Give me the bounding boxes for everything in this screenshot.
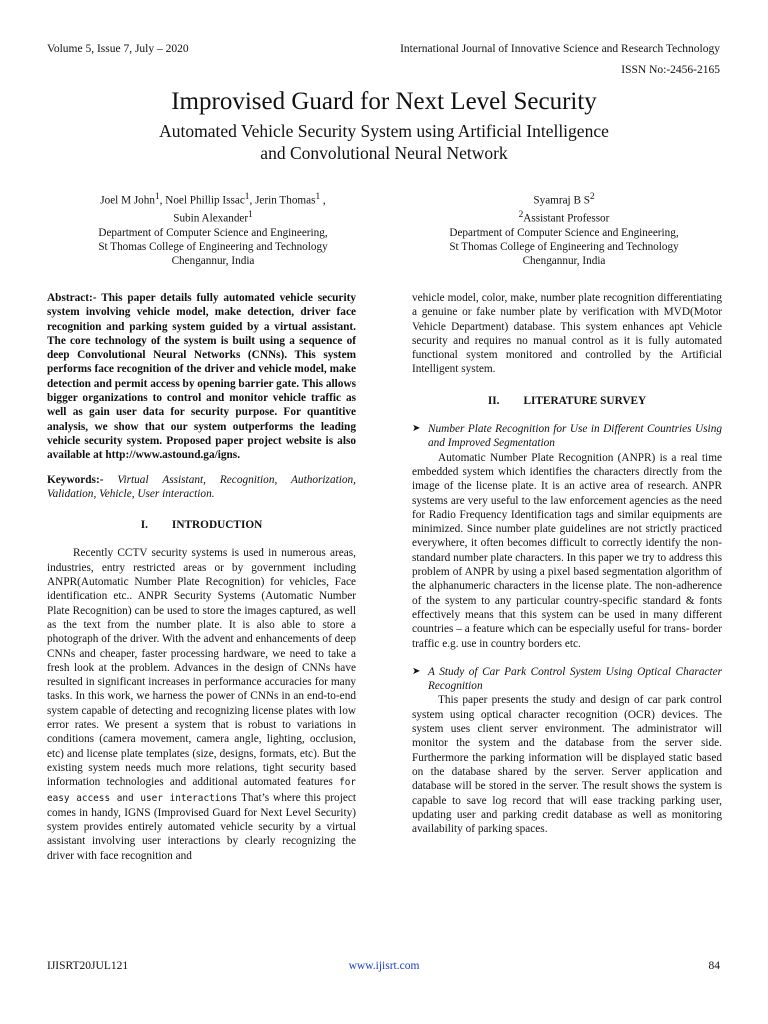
authors-block-right <box>405 190 723 268</box>
arrow-bullet-icon: ➤ <box>412 665 421 677</box>
author-names-line1: Joel M John$^1$, Noel Phillip Issac$^1$, Jerin Thomas$^1$ , <box>100 192 326 207</box>
subsection-title-2: ➤ A Study of Car Park Control System Using Optical Character Recognition <box>412 665 722 693</box>
introduction-paragraph: Recently CCTV security systems is used in numerous areas, industries, entry restricted areas or by government including ANPR(Automatic Number Plate Recognition) for vehicles, Face identification etc.. ANPR Security Systems (Automatic Number Plate Recognition) can be used to store the images captured, as well as the text from the number plate. It is also able to store a photograph of the driver. With the advent and enhancements of deep CNNs and cheaper, faster processing hardware, we need to take a fresh look at the problem. Advances in the design of CNNs have resulted in significant increases in performance accuracies for many tasks. In this work, we harness the power of CNNs in an end-to-end system capable of detecting and recognizing license plates with low error rates. We present a system that is robust to variations in conditions (camera movement, camera angle, lighting, occlusion, etc) and license plate templates (size, designs, formats, etc). But the existing system needs much more relations, tight security based information technologies and additional automated features for easy access and user interactions That’s where this project comes in handy, IGNS (Improvised Guard for Next Level Security) system provides entirely automated vehicle security by a virtual assistant involving user interactions by clearly recognizing the driver with face recognition and <box>47 547 356 862</box>
author-college: St Thomas College of Engineering and Technology <box>98 241 328 254</box>
author-department: Department of Computer Science and Engineering, <box>98 226 328 239</box>
page-number: 84 <box>708 960 720 972</box>
author-department: Department of Computer Science and Engineering, <box>449 226 679 239</box>
paper-subtitle: Automated Vehicle Security System using Artificial Intelligence and Convolutional Neural Network <box>159 121 609 163</box>
abstract: Abstract:- This paper details fully automated vehicle security system involving vehicle model, make detection, driver face recognition and parking system guided by a virtual assistant. The core technology of the system is built using a sequence of deep Convolutional Neural Networks (CNNs). This system performs face recognition of the driver and vehicle model, make detection and permit access by opening barrier gate. This allows bigger organizations to control and monitor vehicle traffic as well as gain user data for security purpose. For quantitive analysis, we show that our system outperforms the leading vehicle security system. Proposed paper project website is also available at http://www.astound.ga/igns. <box>47 292 356 462</box>
subsection-text-1: Automatic Number Plate Recognition (ANPR) is a real time embedded system which identifies the characters directly from the image of the license plate. It is an active area of research. ANPR systems are very useful to the law enforcement agencies as the need for Radio Frequency Identification tags and similar equipments are minimized. Since number plate guidelines are not strictly practiced everywhere, it often becomes difficult to correctly identify the non-standard number plate characters. In this paper we try to address this problem of ANPR by using a pixel based segmentation algorithm of the alphanumeric characters in the license plate. The non-adherence of the system to any particular country-specific standard & fonts effectively means that this system can be used in many different countries – a feature which can be especially useful for trans- border traffic e.g. use in country borders etc. <box>412 451 722 650</box>
website-link[interactable]: www.ijisrt.com <box>348 960 420 972</box>
author-role: $^2$Assistant Professor <box>518 209 610 225</box>
journal-name: International Journal of Innovative Science and Research Technology <box>400 43 720 55</box>
subsection-title-1: ➤ Number Plate Recognition for Use in Different Countries Using and Improved Segmentation <box>412 423 722 450</box>
introduction-continued: vehicle model, color, make, number plate recognition differentiating a genuine or fake number plate by verification with MVD(Motor Vehicle Department) database. This system enhances apt Vehicle security and requires no manual control as it is fully automated functional system monitored and controlled by the Artificial Intelligent system. <box>412 292 722 376</box>
arrow-bullet-icon: ➤ <box>412 423 421 435</box>
right-column <box>412 291 722 836</box>
author-city: Chengannur, India <box>522 255 606 268</box>
author-city: Chengannur, India <box>171 255 255 268</box>
paper-title: Improvised Guard for Next Level Security <box>171 88 597 115</box>
keywords: Keywords:- Virtual Assistant, Recognition, Authorization, Validation, Vehicle, User interaction. <box>47 473 356 500</box>
author-names-line2: Subin Alexander$^1$ <box>173 209 253 225</box>
author-college: St Thomas College of Engineering and Technology <box>449 241 679 254</box>
section-heading-introduction: I. INTRODUCTION <box>140 519 263 532</box>
issn: ISSN No:-2456-2165 <box>621 64 720 76</box>
section-heading-literature-survey: II. LITERATURE SURVEY <box>487 394 647 407</box>
author-name: Syamraj B $S^2$ <box>533 192 595 207</box>
volume-info: Volume 5, Issue 7, July – 2020 <box>47 43 189 55</box>
left-column <box>47 291 356 863</box>
authors-block-left <box>48 190 378 268</box>
subsection-text-2: This paper presents the study and design of car park control system using optical character recognition (OCR) devices. The system uses client server environment. The administrator will monitor the system and the database from the server side. Furthermore the parking information will be displayed static based on the database shared by the server. Server application and database will be stored in the server. The result shows the system is capable to save log record that will ease tracking parking user, updating user and parking credit database as well as monitoring availability of parking spaces. <box>412 694 722 836</box>
paper-code: IJISRT20JUL121 <box>47 960 129 972</box>
